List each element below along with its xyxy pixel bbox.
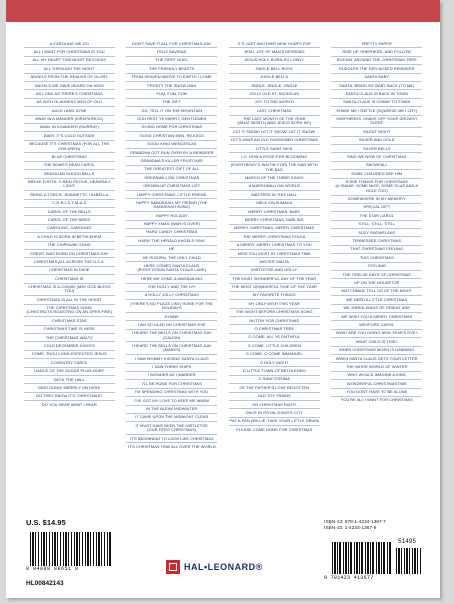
song-title: SOME CHILDREN SEE HIM — [331, 170, 422, 178]
song-title: THE CHIPMUNK SONG — [24, 242, 115, 250]
song-title: IT'S CHRISTMAS TIME ALL OVER THE WORLD — [127, 443, 216, 449]
song-title: ALL I WANT FOR CHRISTMAS IS YOU — [24, 48, 115, 56]
song-title: OF THE FATHER'S LOVE BEGOTTEN — [229, 384, 320, 392]
song-title: MISTER SANTA — [229, 258, 320, 266]
price-code: 51495 — [398, 538, 417, 545]
song-title: LET IT SNOW! LET IT SNOW! LET IT SNOW! — [229, 128, 320, 136]
isbn-10: ISBN-10: 1-4234-1367-9 — [324, 526, 377, 531]
song-title: DO YOU HEAR WHAT I HEAR — [41, 401, 97, 407]
song-title: FROSTY THE SNOW MAN — [126, 82, 217, 90]
song-title: THE GREATEST GIFT OF ALL — [126, 166, 217, 174]
song-title: SANTA BABY — [331, 74, 422, 82]
song-title: ALL THROUGH THE NIGHT — [24, 65, 115, 73]
song-title: JOLLY OLD ST. NICHOLAS — [229, 90, 320, 98]
song-title: LO, HOW A ROSE E'ER BLOOMING — [229, 153, 320, 161]
song-title: MERRY CHRISTMAS, MERRY CHRISTMAS — [229, 225, 320, 233]
song-title: THE BOAR'S HEAD CAROL — [24, 162, 115, 170]
song-title: GOOD CHRISTIAN MEN, REJOICE — [126, 132, 217, 140]
red-header-band — [6, 0, 440, 22]
song-title: GOD REST YE MERRY, GENTLEMEN — [126, 116, 217, 124]
song-title: I'VE GOT MY LOVE TO KEEP ME WARM — [126, 397, 217, 405]
song-title: STILL, STILL, STILL — [331, 221, 422, 229]
isbn-block — [324, 520, 386, 532]
song-title: SOMEWHERE IN MY MEMORY — [331, 196, 422, 204]
song-title: THE FRIENDLY BEASTS — [126, 65, 217, 73]
cover-footer — [6, 508, 440, 598]
song-title: BRING A TORCH, JEANNETTE, ISABELLA — [24, 191, 115, 199]
song-title: SNOWFALL — [331, 162, 422, 170]
song-title: HERE COMES SANTA CLAUS (RIGHT DOWN SANTA CLAUS LANE) — [126, 262, 217, 275]
song-title: HYMNE — [126, 313, 217, 321]
song-title: JINGLE BELLS — [229, 74, 320, 82]
song-title: HAPPY CHRISTMAS, LITTLE FRIEND — [126, 191, 217, 199]
song-title: THE CHRISTMAS SONG (CHESTNUTS ROASTING ON AN OPEN FIRE) — [24, 305, 115, 318]
song-title: SUZY SNOWFLAKE — [331, 229, 422, 237]
song-title: WATCHMAN, TELL US OF THE NIGHT — [331, 288, 422, 296]
song-title: WE NEED A LITTLE CHRISTMAS — [331, 296, 422, 304]
song-title: THE GIFT — [126, 99, 217, 107]
song-title: IT'S BEGINNING TO LOOK LIKE CHRISTMAS — [126, 435, 217, 443]
song-title: DON'T SAVE IT ALL FOR CHRISTMAS DAY — [126, 40, 217, 48]
song-title: A CAROLING WE GO — [24, 40, 115, 48]
upc-digits: 8 84088 08651 0 — [26, 566, 79, 572]
song-title: DING DONG! MERRILY ON HIGH! — [24, 384, 115, 392]
song-title: O LITTLE TOWN OF BETHLEHEM — [229, 367, 320, 375]
song-title: MY FAVORITE THINGS — [229, 292, 320, 300]
song-title: HERE WE COME A-WASSAILING — [126, 275, 217, 283]
song-column-4 — [328, 40, 427, 500]
song-title: AS LONG AS THERE'S CHRISTMAS — [24, 90, 115, 98]
song-title: GOOD KING WENCESLAS — [126, 141, 217, 149]
song-title: FELIZ NAVIDAD — [126, 48, 217, 56]
song-title: SANTA CLAUS IS COMIN' TO TOWN — [331, 99, 422, 107]
song-title: BRAZILIAN SLEIGH BELLS — [24, 170, 115, 178]
song-title: GROWN-UP CHRISTMAS LIST — [126, 183, 217, 191]
song-title: MISTLETOE AND HOLLY — [229, 267, 320, 275]
song-title: IN THE BLEAK MIDWINTER — [126, 406, 217, 414]
back-cover — [6, 0, 440, 598]
song-title: CAROL OF THE BIRDS — [24, 216, 115, 224]
song-title: I HEARD THE BELLS ON CHRISTMAS DAY (MARKS) — [126, 342, 217, 355]
song-title: ONCE IN ROYAL DAVID'S CITY — [229, 409, 320, 417]
song-title: BLUE CHRISTMAS — [24, 153, 115, 161]
song-title: RISE UP, SHEPHERD, AND FOLLOW — [331, 48, 422, 56]
song-title: IT MUST HAVE BEEN THE MISTLETOE (OUR FIRST CHRISTMAS) — [126, 422, 217, 435]
song-title: MASTERS IN THIS HALL — [229, 191, 320, 199]
song-title: HAPPY XMAS (WAR IS OVER) — [126, 221, 217, 229]
song-title: SILENT NIGHT — [331, 128, 422, 136]
song-title: THE MERRY CHRISTMAS POLKA — [229, 233, 320, 241]
song-title: COME, THOU LONG-EXPECTED JESUS — [24, 351, 115, 359]
song-column-2 — [123, 40, 222, 500]
song-title: WHO WOULD IMAGINE A KING — [331, 372, 422, 380]
song-title: MARCH OF THE THREE KINGS — [229, 174, 320, 182]
song-title: TENNESSEE CHRISTMAS — [331, 237, 422, 245]
song-title: O HOLY NIGHT — [229, 359, 320, 367]
song-title: SHAKE ME I RATTLE (SQUEEZE ME I CRY) — [331, 107, 422, 115]
song-title: O CHRISTMAS TREE — [229, 325, 320, 333]
song-title: SANTA CLAUS IS BACK IN TOWN — [331, 90, 422, 98]
song-title: GRANDMA'S KILLER FRUITCAKE — [126, 157, 217, 165]
song-title: SING WE NOW OF CHRISTMAS — [331, 153, 422, 161]
song-title: WONDERFUL CHRISTMASTIME — [331, 380, 422, 388]
song-list — [20, 40, 426, 500]
song-title: UP ON THE HOUSETOP — [331, 279, 422, 287]
product-code: HL00842143 — [26, 580, 64, 587]
song-title: CHRISTMAS IS — [24, 275, 115, 283]
song-title: MERRY CHRISTMAS, DARLING — [229, 216, 320, 224]
song-title: CAROLING, CAROLING — [24, 225, 115, 233]
song-title: CHRISTMAS IS A-COMIN' (MAY GOD BLESS YOU) — [24, 284, 115, 297]
song-title: SHEPHERDS, SHAKE OFF YOUR DROWSY SLEEP — [331, 116, 422, 129]
song-title: HARK! THE HERALD ANGELS SING — [126, 237, 217, 245]
song-title: WE WISH YOU A MERRY CHRISTMAS — [331, 313, 422, 321]
song-title: GO, TELL IT ON THE MOUNTAIN — [126, 107, 217, 115]
price-bars — [396, 548, 422, 574]
song-title: MELE KALIKIMAKA — [229, 200, 320, 208]
song-title: SANTA, BRING MY BABY BACK (TO ME) — [331, 82, 422, 90]
song-title: AULD LANG SYNE — [24, 107, 115, 115]
song-title: CAROL OF THE BELLS — [24, 208, 115, 216]
song-title: DANCE OF THE SUGAR PLUM FAIRY — [24, 368, 115, 376]
isbn-13: ISBN-13: 978-1-4234-1367-7 — [324, 520, 386, 525]
upc-barcode — [26, 532, 116, 576]
song-title: IT CAME UPON THE MIDNIGHT CLEAR — [126, 414, 217, 422]
song-title: JINGLE, JINGLE, JINGLE — [229, 82, 320, 90]
song-title: CHRISTMAS IN DIXIE — [24, 267, 115, 275]
song-title: DO THEY KNOW IT'S CHRISTMAS? — [24, 393, 115, 401]
song-title: RUDOLPH THE RED-NOSED REINDEER — [331, 65, 422, 73]
song-title: LITTLE SAINT NICK — [229, 145, 320, 153]
song-title: HE IS BORN, THE HOLY CHILD — [126, 254, 217, 262]
ean-digits: 9 781423 413677 — [324, 575, 374, 581]
song-title: NUTTIN' FOR CHRISTMAS — [229, 317, 320, 325]
song-title: YOU DON'T HAVE TO BE ALONE — [331, 389, 422, 397]
song-title: I'LL BE HOME FOR CHRISTMAS — [126, 380, 217, 388]
song-title: O COME, O COME IMMANUEL — [229, 351, 320, 359]
song-title: HARD CANDY CHRISTMAS — [126, 229, 217, 237]
song-title: MISS YOU MOST AT CHRISTMAS TIME — [229, 250, 320, 258]
song-title: MERRY CHRISTMAS, BABY — [229, 208, 320, 216]
song-title: DECK THE HALL — [24, 376, 115, 384]
song-title: PLEASE COME HOME FOR CHRISTMAS — [236, 426, 313, 432]
song-title: LET'S HAVE AN OLD FASHIONED CHRISTMAS — [229, 137, 320, 145]
song-title: JESU, JOY OF MAN'S DESIRING — [229, 48, 320, 56]
song-title: HAPPY HOLIDAY — [126, 212, 217, 220]
song-title: BECAUSE IT'S CHRISTMAS (FOR ALL THE CHILDREN) — [24, 141, 115, 154]
song-title: A CHILD IS BORN IN BETHLEHEM — [24, 233, 115, 241]
song-title: JOY TO THE WORLD — [229, 99, 320, 107]
song-title: WEXFORD CAROL — [331, 321, 422, 329]
song-title: AWAY IN A MANGER (MURRAY) — [24, 124, 115, 132]
song-title: FUM, FUM, FUM — [126, 90, 217, 98]
song-title: THE HOLLY AND THE IVY — [126, 284, 217, 292]
song-title: WHAT CHILD IS THIS? — [331, 338, 422, 346]
song-title: A MARSHMALLOW WORLD — [229, 183, 320, 191]
song-title: BABY, IT'S COLD OUTSIDE — [24, 132, 115, 140]
isbn-barcode — [324, 536, 424, 584]
song-title: CHRISTMAS ALL ACROSS THE U.S.A. — [24, 258, 115, 266]
song-title: SILVER AND GOLD — [331, 137, 422, 145]
song-title: FROM HEAVEN ABOVE TO EARTH I COME — [126, 74, 217, 82]
song-title: O COME, LITTLE CHILDREN — [229, 342, 320, 350]
song-title: A HOLLY JOLLY CHRISTMAS — [126, 292, 217, 300]
song-column-3 — [225, 40, 324, 500]
song-column-1 — [20, 40, 119, 500]
hal-leonard-logo-icon — [166, 560, 180, 574]
song-title: CHRISTMAS TIME IS HERE — [24, 326, 115, 334]
song-title: THE LAST MONTH OF THE YEAR (WHAT MONTH WAS JESUS BORN IN?) — [229, 116, 320, 129]
song-title: I'M SPENDING CHRISTMAS WITH YOU — [126, 389, 217, 397]
song-title: HAPPY HANUKKAH, MY FRIEND (THE HANUKKAH SONG) — [126, 199, 217, 212]
upc-bars — [30, 532, 112, 566]
song-title: I WONDER AS I WANDER — [126, 372, 217, 380]
song-title: THE STAR CAROL — [331, 212, 422, 220]
price-label: U.S. $14.95 — [26, 518, 66, 527]
song-title: THE TWELVE DAYS OF CHRISTMAS — [331, 271, 422, 279]
song-title: I SAW THREE SHIPS — [126, 364, 217, 372]
song-title: SOME THINGS FOR CHRISTMAS (A SNAKE, SOME MICE, SOME GLUE AND A HOLE TOO) — [331, 179, 422, 196]
publisher-logo — [166, 560, 263, 574]
song-title: O SANCTISSIMA — [229, 376, 320, 384]
song-title: ANGELS WE HAVE HEARD ON HIGH — [24, 82, 115, 90]
song-title: OLD TOY TRAINS — [229, 393, 320, 401]
song-title: WHEN SANTA CLAUS GETS YOUR LETTER — [331, 355, 422, 363]
song-title: COLD DECEMBER NIGHTS — [24, 342, 115, 350]
song-title: THE NIGHT BEFORE CHRISTMAS SONG — [229, 309, 320, 317]
song-title: THE MOST WONDERFUL DAY OF THE YEAR — [229, 275, 320, 283]
song-title: YOU'RE ALL I WANT FOR CHRISTMAS — [340, 397, 413, 403]
song-title: GOING HOME FOR CHRISTMAS — [126, 124, 217, 132]
song-title: JESUS HOLY, BORN SO LOWLY — [229, 57, 320, 65]
song-title: CHRISTMAS STAR — [24, 317, 115, 325]
song-title: WHAT ARE YOU DOING NEW YEAR'S EVE? — [331, 330, 422, 338]
song-title: PAT-A-PAN (WILLIE, TAKE YOUR LITTLE DRUM) — [229, 418, 320, 426]
song-title: (EVERYBODY'S WAITIN' FOR) THE MAN WITH THE BAG — [229, 162, 320, 175]
song-title: (THERE'S NO PLACE LIKE) HOME FOR THE HOLIDAYS — [126, 300, 217, 313]
song-title: BREAK FORTH, O BEAUTEOUS, HEAVENLY LIGHT — [24, 179, 115, 192]
song-title: SPECIAL GIFT — [331, 204, 422, 212]
publisher-name: HAL•LEONARD® — [184, 562, 263, 572]
song-title: HE — [126, 246, 217, 254]
song-title: LAST CHRISTMAS — [229, 107, 320, 115]
song-title: THAT CHRISTMAS FEELING — [331, 246, 422, 254]
song-title: CHRISTMAS IS ALL IN THE HEART — [24, 296, 115, 304]
song-title: WE THREE KINGS OF ORIENT ARE — [331, 305, 422, 313]
song-title: MY ONLY WISH THIS YEAR — [229, 300, 320, 308]
song-title: JINGLE-BELL ROCK — [229, 65, 320, 73]
song-title: COVENTRY CAROL — [24, 359, 115, 367]
song-title: IT'S JUST ANOTHER NEW YEAR'S EVE — [229, 40, 320, 48]
song-title: ALL MY HEART THIS NIGHT REJOICES — [24, 57, 115, 65]
song-title: ANGELS FROM THE REALMS OF GLORY — [24, 74, 115, 82]
song-title: A MERRY, MERRY CHRISTMAS TO YOU — [229, 242, 320, 250]
song-title: CHRIST WAS BORN ON CHRISTMAS DAY — [24, 250, 115, 258]
song-title: GREENWILLOW CHRISTMAS — [126, 174, 217, 182]
song-title: I AM SO GLAD ON CHRISTMAS EVE — [126, 321, 217, 329]
song-title: WHEN CHRISTMAS MORN IS DAWNING — [331, 347, 422, 355]
song-title: O COME, ALL YE FAITHFUL — [229, 334, 320, 342]
song-title: ON CHRISTMAS NIGHT — [229, 401, 320, 409]
song-title: THIS CHRISTMAS — [331, 254, 422, 262]
song-title: I SAW MOMMY KISSING SANTA CLAUS — [126, 355, 217, 363]
song-title: AS WITH GLADNESS MEN OF OLD — [24, 99, 115, 107]
ean-bars — [332, 542, 392, 574]
song-title: I HEARD THE BELLS ON CHRISTMAS DAY (CALKIN) — [126, 330, 217, 343]
song-title: C-H-R-I-S-T-M-A-S — [24, 200, 115, 208]
song-title: SILVER BELLS — [331, 145, 422, 153]
song-title: TOYLAND — [331, 263, 422, 271]
song-title: PRETTY PAPER — [331, 40, 422, 48]
song-title: AWAY IN A MANGER (KIRKPATRICK) — [24, 116, 115, 124]
song-title: ROCKIN' AROUND THE CHRISTMAS TREE — [331, 57, 422, 65]
song-title: GRANDMA GOT RUN OVER BY A REINDEER — [126, 149, 217, 157]
song-title: THE FIRST NOEL — [126, 57, 217, 65]
song-title: THE MOST WONDERFUL TIME OF THE YEAR — [229, 284, 320, 292]
song-title: THE CHRISTMAS WALTZ — [24, 334, 115, 342]
song-title: THE WHITE WORLD OF WINTER — [331, 363, 422, 371]
